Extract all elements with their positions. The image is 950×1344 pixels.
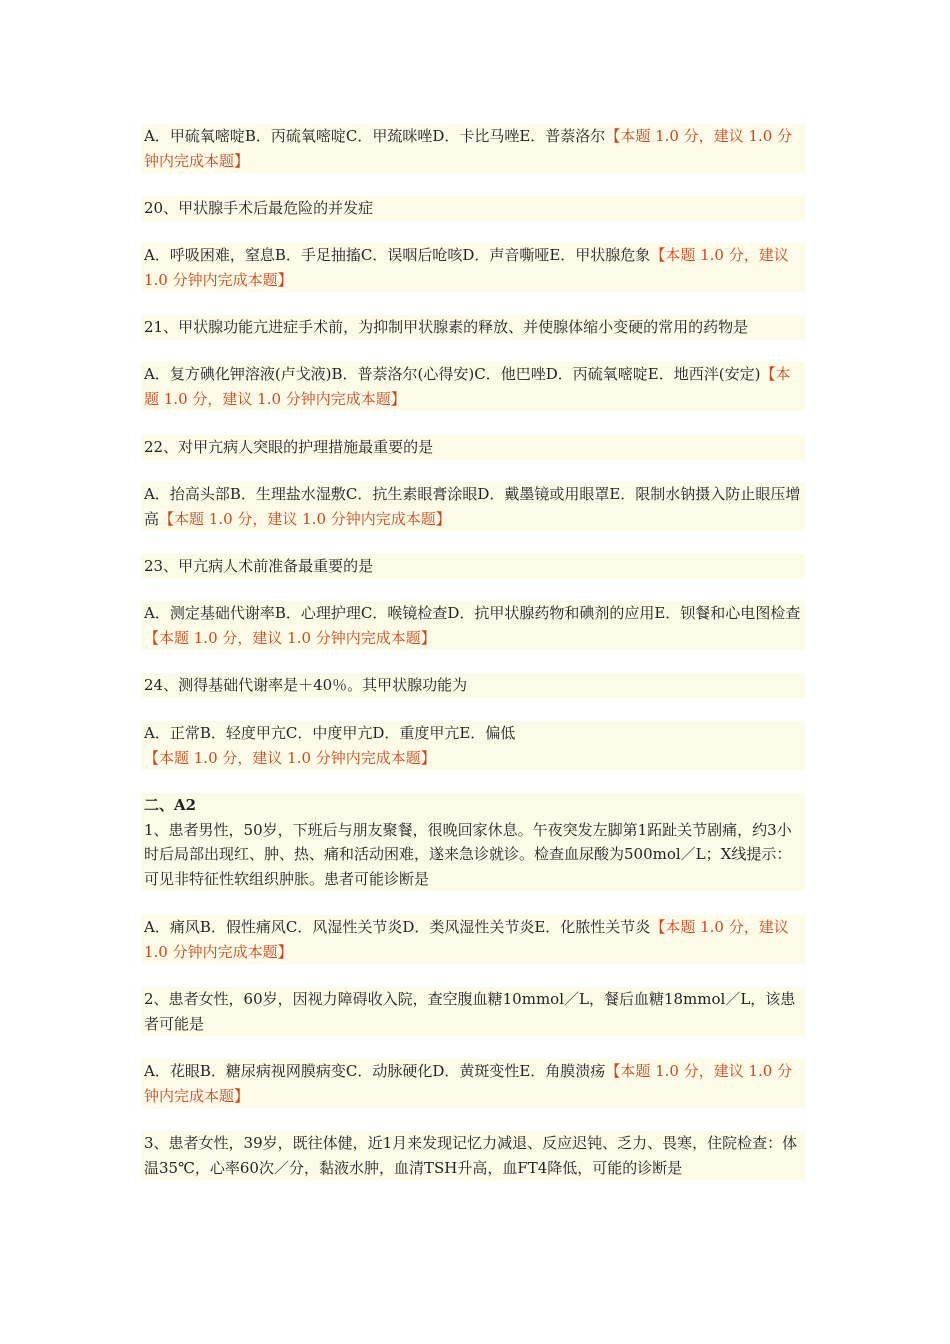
question-21: 21、甲状腺功能亢进症手术前，为抑制甲状腺素的释放、并使腺体缩小变硬的常用的药物是 xyxy=(141,315,805,340)
score-hint: 【本题 1.0 分，建议 1.0 分钟内完成本题】 xyxy=(144,365,791,408)
option-block-23: A．测定基础代谢率B．心理护理C．喉镜检查D．抗甲状腺药物和碘剂的应用E．钡餐和心电图检查【本题 1.0 分，建议 1.0 分钟内完成本题】 xyxy=(141,601,805,650)
option-block-20: A．呼吸困难，窒息B．手足抽搐C．误咽后呛咳D．声音嘶哑E．甲状腺危象【本题 1.0 分，建议 1.0 分钟内完成本题】 xyxy=(141,243,805,292)
score-hint: 【本题 1.0 分，建议 1.0 分钟内完成本题】 xyxy=(144,628,436,647)
score-hint: 【本题 1.0 分，建议 1.0 分钟内完成本题】 xyxy=(159,509,451,528)
score-hint: 【本题 1.0 分，建议 1.0 分钟内完成本题】 xyxy=(144,127,793,170)
question-20: 20、甲状腺手术后最危险的并发症 xyxy=(141,196,805,221)
option-block-a2-1: A．痛风B．假性痛风C．风湿性关节炎D．类风湿性关节炎E．化脓性关节炎【本题 1.0 分，建议 1.0 分钟内完成本题】 xyxy=(141,915,805,964)
option-block-19: A．甲硫氧嘧啶B．丙硫氧嘧啶C．甲巯咪唑D．卡比马唑E．普萘洛尔【本题 1.0 分，建议 1.0 分钟内完成本题】 xyxy=(141,124,805,173)
score-hint: 【本题 1.0 分，建议 1.0 分钟内完成本题】 xyxy=(144,246,789,289)
score-hint: 【本题 1.0 分，建议 1.0 分钟内完成本题】 xyxy=(144,1062,793,1105)
question-a2-2: 2、患者女性，60岁，因视力障碍收入院，查空腹血糖10mmol／L，餐后血糖18mmol／L，该患者可能是 xyxy=(141,987,805,1036)
question-22: 22、对甲亢病人突眼的护理措施最重要的是 xyxy=(141,435,805,460)
question-a2-3: 3、患者女性，39岁，既往体健，近1月来发现记忆力减退、反应迟钝、乏力、畏寒，住院检查：体温35℃，心率60次／分，黏液水肿，血清TSH升高，血FT4降低，可能的诊断是 xyxy=(141,1131,805,1180)
option-block-24: A．正常B．轻度甲亢C．中度甲亢D．重度甲亢E．偏低【本题 1.0 分，建议 1.0 分钟内完成本题】 xyxy=(141,721,805,770)
option-block-a2-2: A．花眼B．糖尿病视网膜病变C．动脉硬化D．黄斑变性E．角膜溃疡【本题 1.0 分，建议 1.0 分钟内完成本题】 xyxy=(141,1059,805,1108)
question-23: 23、甲亢病人术前准备最重要的是 xyxy=(141,554,805,579)
question-a2-1: 二、A2 1、患者男性，50岁，下班后与朋友聚餐，很晚回家休息。午夜突发左脚第1跖趾关节剧痛，约3小时后局部出现红、肿、热、痛和活动困难，遂来急诊就诊。检查血尿酸为500mol／L；X线提示：可见非特征性软组织肿胀。患者可能诊断是 xyxy=(141,793,805,891)
section-heading: 二、A2 xyxy=(144,796,197,814)
option-block-21: A．复方碘化钾溶液(卢戈液)B．普萘洛尔(心得安)C．他巴唑D．丙硫氧嘧啶E．地西泮(安定)【本题 1.0 分，建议 1.0 分钟内完成本题】 xyxy=(141,362,805,411)
option-block-22: A．抬高头部B．生理盐水湿敷C．抗生素眼膏涂眼D．戴墨镜或用眼罩E．限制水钠摄入防止眼压增高【本题 1.0 分，建议 1.0 分钟内完成本题】 xyxy=(141,482,805,531)
score-hint: 【本题 1.0 分，建议 1.0 分钟内完成本题】 xyxy=(144,748,436,767)
score-hint: 【本题 1.0 分，建议 1.0 分钟内完成本题】 xyxy=(144,918,789,961)
question-24: 24、测得基础代谢率是＋40％。其甲状腺功能为 xyxy=(141,673,805,698)
